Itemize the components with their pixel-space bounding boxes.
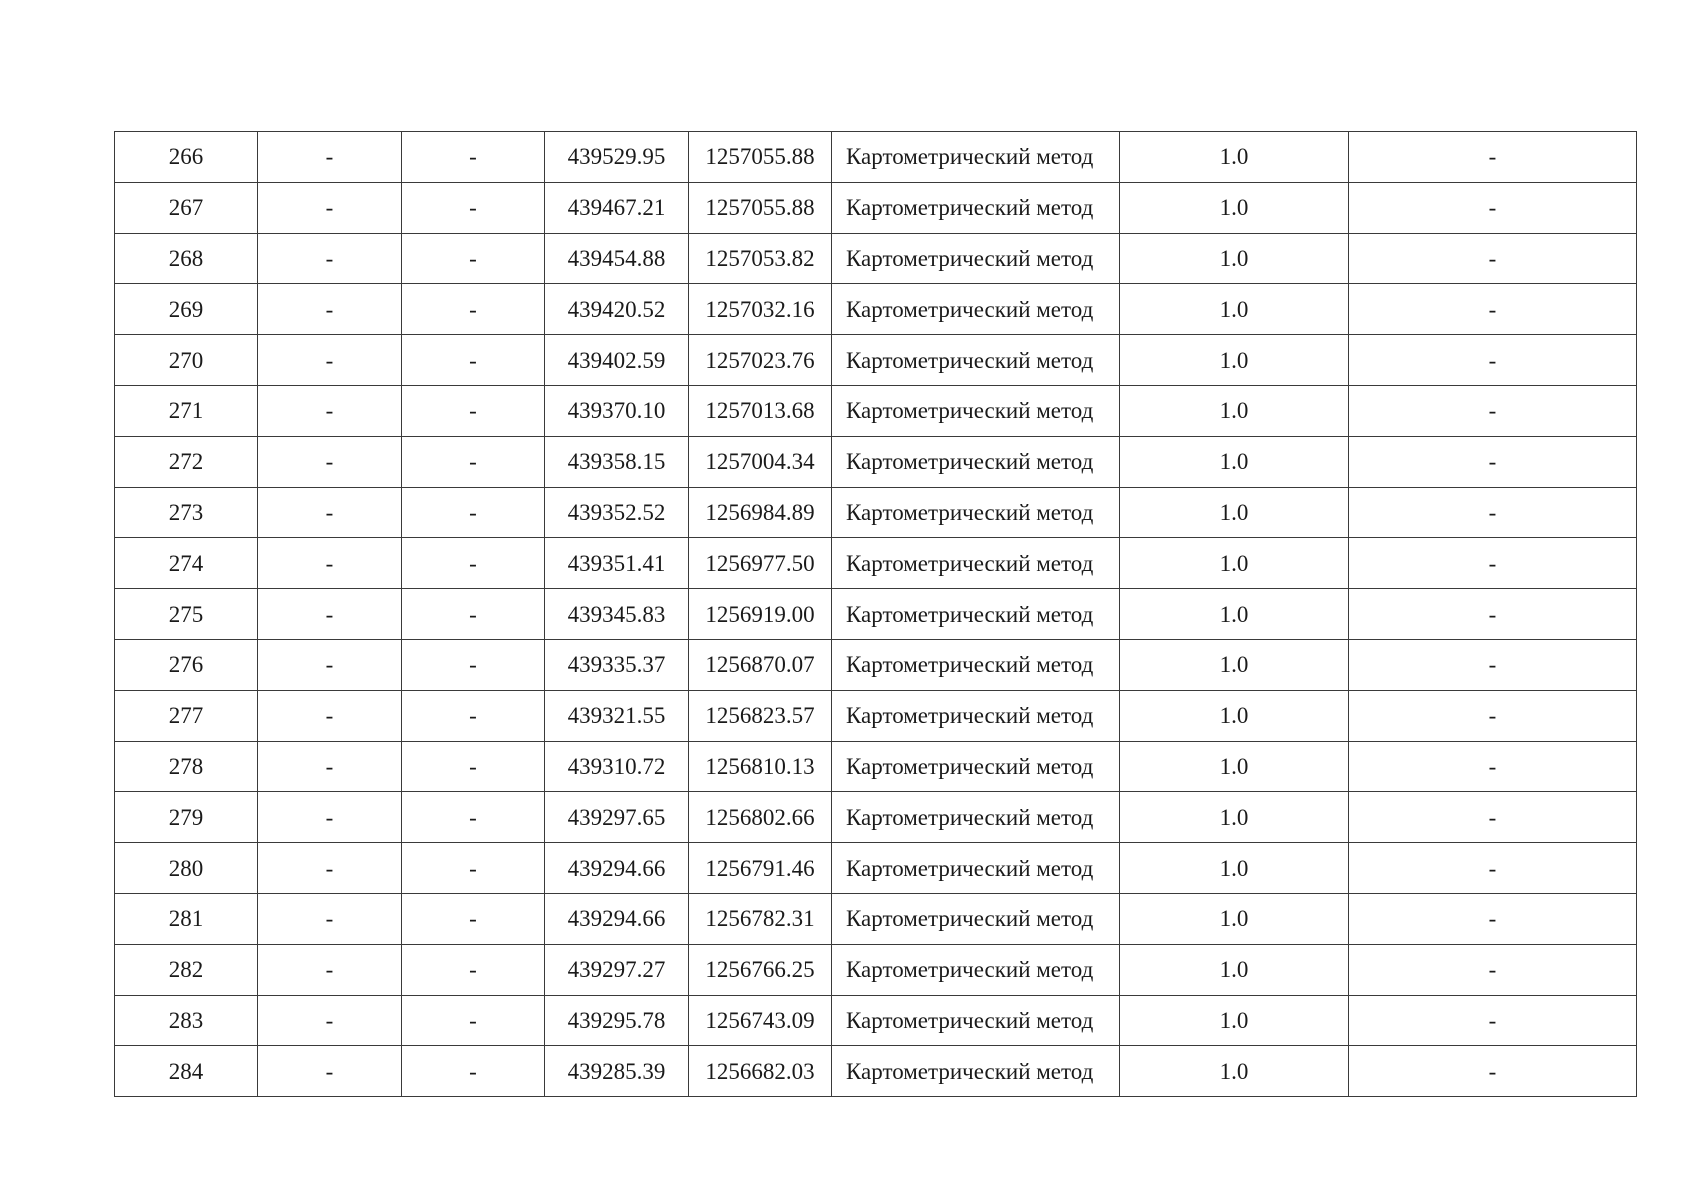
x-coordinate-cell: 439351.41 <box>545 538 689 589</box>
point-number-cell: 269 <box>115 284 258 335</box>
point-number-cell: 277 <box>115 690 258 741</box>
empty-value-cell: - <box>402 436 545 487</box>
x-coordinate-cell: 439370.10 <box>545 385 689 436</box>
method-cell: Картометрический метод <box>832 284 1120 335</box>
empty-value-cell: - <box>402 335 545 386</box>
description-cell: - <box>1349 233 1637 284</box>
y-coordinate-cell: 1257004.34 <box>689 436 832 487</box>
accuracy-cell: 1.0 <box>1120 741 1349 792</box>
x-coordinate-cell: 439529.95 <box>545 132 689 183</box>
empty-value-cell: - <box>258 690 402 741</box>
method-cell: Картометрический метод <box>832 843 1120 894</box>
x-coordinate-cell: 439297.65 <box>545 792 689 843</box>
empty-value-cell: - <box>258 487 402 538</box>
method-cell: Картометрический метод <box>832 385 1120 436</box>
description-cell: - <box>1349 843 1637 894</box>
accuracy-cell: 1.0 <box>1120 995 1349 1046</box>
description-cell: - <box>1349 182 1637 233</box>
table-row <box>115 792 1637 843</box>
description-cell: - <box>1349 690 1637 741</box>
empty-value-cell: - <box>258 944 402 995</box>
empty-value-cell: - <box>258 538 402 589</box>
method-cell: Картометрический метод <box>832 639 1120 690</box>
empty-value-cell: - <box>402 487 545 538</box>
description-cell: - <box>1349 335 1637 386</box>
table-row <box>115 741 1637 792</box>
y-coordinate-cell: 1256870.07 <box>689 639 832 690</box>
accuracy-cell: 1.0 <box>1120 233 1349 284</box>
method-cell: Картометрический метод <box>832 182 1120 233</box>
y-coordinate-cell: 1257055.88 <box>689 182 832 233</box>
description-cell: - <box>1349 639 1637 690</box>
method-cell: Картометрический метод <box>832 233 1120 284</box>
y-coordinate-cell: 1256766.25 <box>689 944 832 995</box>
x-coordinate-cell: 439310.72 <box>545 741 689 792</box>
point-number-cell: 283 <box>115 995 258 1046</box>
empty-value-cell: - <box>402 944 545 995</box>
method-cell: Картометрический метод <box>832 487 1120 538</box>
x-coordinate-cell: 439454.88 <box>545 233 689 284</box>
table-row <box>115 843 1637 894</box>
description-cell: - <box>1349 487 1637 538</box>
method-cell: Картометрический метод <box>832 995 1120 1046</box>
y-coordinate-cell: 1257055.88 <box>689 132 832 183</box>
table-row <box>115 487 1637 538</box>
description-cell: - <box>1349 741 1637 792</box>
x-coordinate-cell: 439358.15 <box>545 436 689 487</box>
empty-value-cell: - <box>402 1046 545 1097</box>
description-cell: - <box>1349 995 1637 1046</box>
y-coordinate-cell: 1256743.09 <box>689 995 832 1046</box>
empty-value-cell: - <box>258 284 402 335</box>
empty-value-cell: - <box>402 639 545 690</box>
point-number-cell: 284 <box>115 1046 258 1097</box>
y-coordinate-cell: 1256802.66 <box>689 792 832 843</box>
table-row <box>115 436 1637 487</box>
point-number-cell: 275 <box>115 589 258 640</box>
y-coordinate-cell: 1256823.57 <box>689 690 832 741</box>
accuracy-cell: 1.0 <box>1120 893 1349 944</box>
point-number-cell: 276 <box>115 639 258 690</box>
method-cell: Картометрический метод <box>832 1046 1120 1097</box>
method-cell: Картометрический метод <box>832 792 1120 843</box>
point-number-cell: 279 <box>115 792 258 843</box>
method-cell: Картометрический метод <box>832 436 1120 487</box>
point-number-cell: 271 <box>115 385 258 436</box>
y-coordinate-cell: 1256810.13 <box>689 741 832 792</box>
empty-value-cell: - <box>258 792 402 843</box>
accuracy-cell: 1.0 <box>1120 843 1349 894</box>
table-row <box>115 538 1637 589</box>
empty-value-cell: - <box>258 995 402 1046</box>
empty-value-cell: - <box>402 843 545 894</box>
empty-value-cell: - <box>402 893 545 944</box>
table-row <box>115 284 1637 335</box>
table-row <box>115 385 1637 436</box>
empty-value-cell: - <box>258 741 402 792</box>
x-coordinate-cell: 439467.21 <box>545 182 689 233</box>
empty-value-cell: - <box>258 589 402 640</box>
method-cell: Картометрический метод <box>832 893 1120 944</box>
y-coordinate-cell: 1256977.50 <box>689 538 832 589</box>
description-cell: - <box>1349 132 1637 183</box>
point-number-cell: 278 <box>115 741 258 792</box>
accuracy-cell: 1.0 <box>1120 487 1349 538</box>
empty-value-cell: - <box>402 284 545 335</box>
x-coordinate-cell: 439285.39 <box>545 1046 689 1097</box>
empty-value-cell: - <box>258 385 402 436</box>
point-number-cell: 281 <box>115 893 258 944</box>
accuracy-cell: 1.0 <box>1120 538 1349 589</box>
empty-value-cell: - <box>402 995 545 1046</box>
empty-value-cell: - <box>402 132 545 183</box>
y-coordinate-cell: 1256984.89 <box>689 487 832 538</box>
method-cell: Картометрический метод <box>832 335 1120 386</box>
empty-value-cell: - <box>402 792 545 843</box>
x-coordinate-cell: 439352.52 <box>545 487 689 538</box>
x-coordinate-cell: 439321.55 <box>545 690 689 741</box>
table-row <box>115 944 1637 995</box>
method-cell: Картометрический метод <box>832 741 1120 792</box>
point-number-cell: 274 <box>115 538 258 589</box>
accuracy-cell: 1.0 <box>1120 385 1349 436</box>
x-coordinate-cell: 439345.83 <box>545 589 689 640</box>
point-number-cell: 273 <box>115 487 258 538</box>
y-coordinate-cell: 1257053.82 <box>689 233 832 284</box>
table-body <box>115 132 1637 1097</box>
point-number-cell: 267 <box>115 182 258 233</box>
description-cell: - <box>1349 284 1637 335</box>
table-row <box>115 132 1637 183</box>
table-row <box>115 893 1637 944</box>
empty-value-cell: - <box>258 335 402 386</box>
table-row <box>115 335 1637 386</box>
x-coordinate-cell: 439297.27 <box>545 944 689 995</box>
empty-value-cell: - <box>258 182 402 233</box>
y-coordinate-cell: 1256919.00 <box>689 589 832 640</box>
point-number-cell: 272 <box>115 436 258 487</box>
accuracy-cell: 1.0 <box>1120 944 1349 995</box>
table-row <box>115 589 1637 640</box>
accuracy-cell: 1.0 <box>1120 589 1349 640</box>
method-cell: Картометрический метод <box>832 690 1120 741</box>
point-number-cell: 270 <box>115 335 258 386</box>
empty-value-cell: - <box>402 182 545 233</box>
table-row <box>115 639 1637 690</box>
description-cell: - <box>1349 944 1637 995</box>
accuracy-cell: 1.0 <box>1120 792 1349 843</box>
empty-value-cell: - <box>258 132 402 183</box>
empty-value-cell: - <box>402 741 545 792</box>
x-coordinate-cell: 439294.66 <box>545 843 689 894</box>
y-coordinate-cell: 1257032.16 <box>689 284 832 335</box>
y-coordinate-cell: 1257013.68 <box>689 385 832 436</box>
x-coordinate-cell: 439402.59 <box>545 335 689 386</box>
method-cell: Картометрический метод <box>832 589 1120 640</box>
description-cell: - <box>1349 538 1637 589</box>
empty-value-cell: - <box>402 589 545 640</box>
x-coordinate-cell: 439420.52 <box>545 284 689 335</box>
description-cell: - <box>1349 436 1637 487</box>
accuracy-cell: 1.0 <box>1120 436 1349 487</box>
empty-value-cell: - <box>258 843 402 894</box>
table-row <box>115 182 1637 233</box>
y-coordinate-cell: 1256682.03 <box>689 1046 832 1097</box>
description-cell: - <box>1349 792 1637 843</box>
table-row <box>115 995 1637 1046</box>
y-coordinate-cell: 1257023.76 <box>689 335 832 386</box>
accuracy-cell: 1.0 <box>1120 690 1349 741</box>
point-number-cell: 282 <box>115 944 258 995</box>
description-cell: - <box>1349 1046 1637 1097</box>
table-row <box>115 1046 1637 1097</box>
empty-value-cell: - <box>258 639 402 690</box>
empty-value-cell: - <box>402 233 545 284</box>
method-cell: Картометрический метод <box>832 538 1120 589</box>
accuracy-cell: 1.0 <box>1120 284 1349 335</box>
empty-value-cell: - <box>402 538 545 589</box>
description-cell: - <box>1349 589 1637 640</box>
accuracy-cell: 1.0 <box>1120 182 1349 233</box>
accuracy-cell: 1.0 <box>1120 639 1349 690</box>
x-coordinate-cell: 439295.78 <box>545 995 689 1046</box>
x-coordinate-cell: 439335.37 <box>545 639 689 690</box>
table-row <box>115 233 1637 284</box>
accuracy-cell: 1.0 <box>1120 1046 1349 1097</box>
table-row <box>115 690 1637 741</box>
empty-value-cell: - <box>402 385 545 436</box>
coordinates-table <box>114 131 1637 1097</box>
method-cell: Картометрический метод <box>832 132 1120 183</box>
empty-value-cell: - <box>258 893 402 944</box>
accuracy-cell: 1.0 <box>1120 132 1349 183</box>
y-coordinate-cell: 1256791.46 <box>689 843 832 894</box>
x-coordinate-cell: 439294.66 <box>545 893 689 944</box>
point-number-cell: 280 <box>115 843 258 894</box>
empty-value-cell: - <box>258 1046 402 1097</box>
method-cell: Картометрический метод <box>832 944 1120 995</box>
empty-value-cell: - <box>258 436 402 487</box>
accuracy-cell: 1.0 <box>1120 335 1349 386</box>
y-coordinate-cell: 1256782.31 <box>689 893 832 944</box>
description-cell: - <box>1349 385 1637 436</box>
point-number-cell: 266 <box>115 132 258 183</box>
empty-value-cell: - <box>258 233 402 284</box>
empty-value-cell: - <box>402 690 545 741</box>
point-number-cell: 268 <box>115 233 258 284</box>
description-cell: - <box>1349 893 1637 944</box>
